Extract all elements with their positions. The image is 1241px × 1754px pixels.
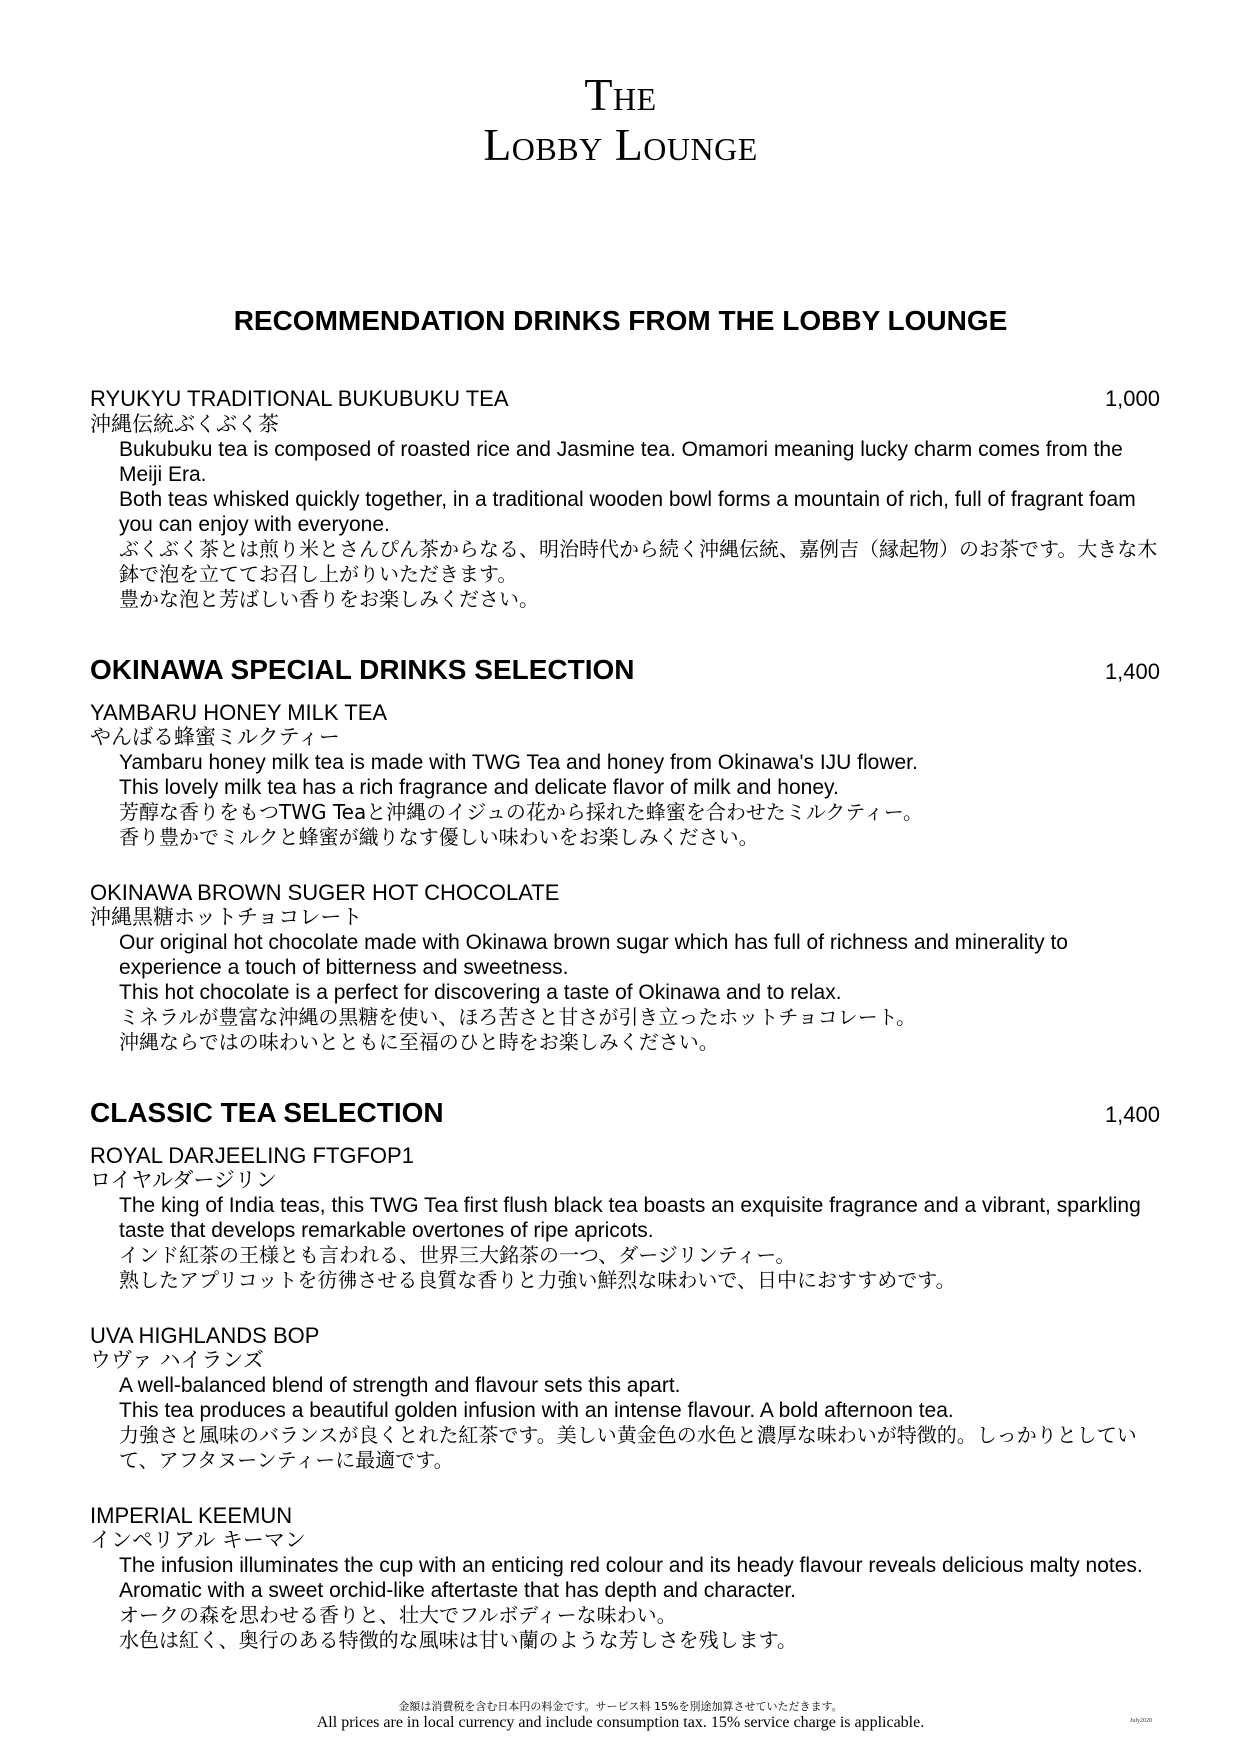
item-name: OKINAWA BROWN SUGER HOT CHOCOLATE	[90, 880, 560, 905]
menu-item-brown-sugar-hot-chocolate	[90, 880, 1160, 1055]
section-okinawa-special	[90, 652, 1160, 1055]
item-description	[90, 437, 1160, 612]
desc-line: 沖縄ならではの味わいとともに至福のひと時をお楽しみください。	[119, 1030, 719, 1054]
desc-line: A well-balanced blend of strength and flavour sets this apart.	[119, 1374, 681, 1397]
desc-line: The king of India teas, this TWG Tea first flush black tea boasts an exquisite fragrance and a vibrant, sparkling taste that develops remarkable overtones of ripe apricots.	[119, 1194, 1141, 1242]
item-price: 1,000	[1104, 386, 1160, 411]
desc-line: 豊かな泡と芳ばしい香りをお楽しみください。	[119, 587, 539, 611]
desc-line: This lovely milk tea has a rich fragrance and delicate flavor of milk and honey.	[119, 776, 839, 799]
item-description	[90, 930, 1160, 1055]
footer	[0, 1700, 1241, 1732]
item-name: ROYAL DARJEELING FTGFOP1	[90, 1143, 414, 1168]
desc-line: 香り豊かでミルクと蜂蜜が織りなす優しい味わいをお楽しみください。	[119, 825, 759, 849]
section-classic-tea	[90, 1095, 1160, 1653]
desc-line: 芳醇な香りをもつTWG Teaと沖縄のイジュの花から採れた蜂蜜を合わせたミルクティー。	[119, 800, 924, 824]
lounge-logo	[0, 70, 1241, 170]
footer-jp-note: 金額は消費税を含む日本円の料金です。サービス料 15%を別途加算させていただきます。	[398, 1700, 843, 1713]
logo-line-2: Lobby Lounge	[483, 119, 758, 170]
desc-line: This tea produces a beautiful golden infusion with an intense flavour. A bold afternoon tea.	[119, 1399, 954, 1422]
desc-line: The infusion illuminates the cup with an enticing red colour and its heady flavour reveals delicious malty notes. Aromatic with a sweet orchid-like aftertaste that has depth and character.	[119, 1554, 1143, 1602]
section-title: OKINAWA SPECIAL DRINKS SELECTION	[90, 654, 635, 685]
item-name: RYUKYU TRADITIONAL BUKUBUKU TEA	[90, 386, 509, 411]
item-jp-name: 沖縄伝統ぶくぶく茶	[90, 412, 279, 436]
page-heading: RECOMMENDATION DRINKS FROM THE LOBBY LOUNGE	[233, 305, 1008, 336]
menu-item-yambaru-honey-milk-tea	[90, 700, 1160, 850]
menu-item-uva-highlands	[90, 1323, 1160, 1473]
desc-line: This hot chocolate is a perfect for discovering a taste of Okinawa and to relax.	[119, 981, 842, 1004]
menu-content	[90, 386, 1160, 1683]
desc-line: インド紅茶の王様とも言われる、世界三大銘茶の一つ、ダージリンティー。	[119, 1243, 796, 1267]
item-jp-name: ウヴァ ハイランズ	[90, 1348, 264, 1372]
item-name: IMPERIAL KEEMUN	[90, 1503, 293, 1528]
desc-line: 力強さと風味のバランスが良くとれた紅茶です。美しい黄金色の水色と濃厚な味わいが特徴的。しっかりとしていて、アフタヌーンティーに最適です。	[119, 1423, 1137, 1472]
desc-line: 熟したアプリコットを彷彿させる良質な香りと力強い鮮烈な味わいで、日中におすすめです。	[119, 1268, 956, 1292]
item-description	[90, 750, 1160, 850]
item-jp-name: ロイヤルダージリン	[90, 1168, 277, 1192]
menu-item-imperial-keemun	[90, 1503, 1160, 1653]
featured-item	[90, 386, 1160, 612]
footer-code: July2020	[1130, 1718, 1153, 1724]
item-name: UVA HIGHLANDS BOP	[90, 1323, 320, 1348]
footer-en-note: All prices are in local currency and include consumption tax. 15% service charge is applicable.	[316, 1714, 925, 1731]
item-jp-name: 沖縄黒糖ホットチョコレート	[90, 905, 363, 929]
desc-line: 水色は紅く、奥行のある特徴的な風味は甘い蘭のような芳しさを残します。	[119, 1628, 797, 1652]
section-price: 1,400	[1104, 659, 1160, 684]
menu-item-royal-darjeeling	[90, 1143, 1160, 1293]
desc-line: Bukubuku tea is composed of roasted rice and Jasmine tea. Omamori meaning lucky charm comes from the Meiji Era.	[119, 438, 1123, 486]
section-price: 1,400	[1104, 1102, 1160, 1127]
item-description	[90, 1373, 1160, 1473]
item-jp-name: インペリアル キーマン	[90, 1528, 306, 1552]
section-title: CLASSIC TEA SELECTION	[90, 1097, 444, 1128]
logo-line-1: The	[584, 69, 657, 120]
item-description	[90, 1193, 1160, 1293]
desc-line: Yambaru honey milk tea is made with TWG Tea and honey from Okinawa's IJU flower.	[119, 751, 918, 774]
item-name: YAMBARU HONEY MILK TEA	[90, 700, 388, 725]
desc-line: オークの森を思わせる香りと、壮大でフルボディーな味わい。	[119, 1603, 677, 1627]
desc-line: Our original hot chocolate made with Okinawa brown sugar which has full of richness and minerality to experience a touch of bitterness and sweetness.	[119, 931, 1068, 979]
desc-line: ミネラルが豊富な沖縄の黒糖を使い、ほろ苦さと甘さが引き立ったホットチョコレート。	[119, 1005, 916, 1029]
item-description	[90, 1553, 1160, 1653]
desc-line: ぶくぶく茶とは煎り米とさんぴん茶からなる、明治時代から続く沖縄伝統、嘉例吉（縁起物）のお茶です。大きな木鉢で泡を立ててお召し上がりいただきます。	[119, 537, 1158, 586]
desc-line: Both teas whisked quickly together, in a traditional wooden bowl forms a mountain of rich, full of fragrant foam you can enjoy with everyone.	[119, 488, 1136, 536]
item-jp-name: やんばる蜂蜜ミルクティー	[90, 725, 340, 749]
